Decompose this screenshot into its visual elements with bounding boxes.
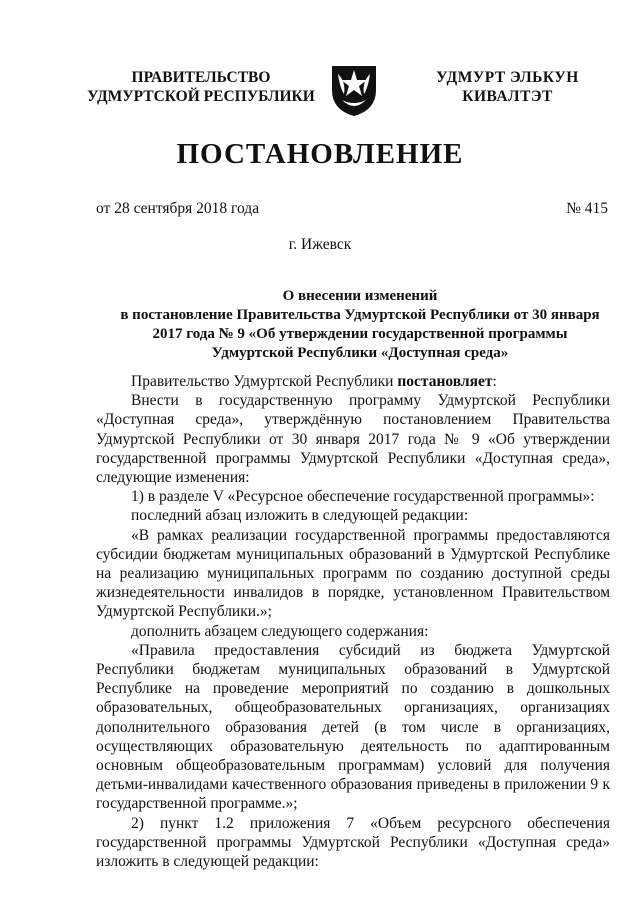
document-city: г. Ижевск (288, 236, 352, 253)
document-body (96, 372, 610, 871)
header-right-line1: УДМУРТ ЭЛЬКУН (436, 69, 579, 86)
government-name-russian (86, 68, 316, 106)
header-left-line1: ПРАВИТЕЛЬСТВО (131, 69, 271, 86)
document-date: от 28 сентября 2018 года (96, 200, 260, 217)
document-number: № 415 (566, 200, 608, 217)
document-title: ПОСТАНОВЛЕНИЕ (176, 138, 464, 170)
paragraph-amend-program: Внести в государственную программу Удмуртской Республики «Доступная среда», утверждённую постановлением Правительства Удмуртской Республики от 30 января 2017 года № 9 «Об утверждении государственной программы Удмуртской Республики «Доступная среда», следующие изменения: (96, 392, 610, 487)
udmurt-coat-of-arms-icon (328, 60, 380, 118)
resolution-colon: : (492, 373, 497, 390)
paragraph-quote-rules: «Правила предоставления субсидий из бюджета Удмуртской Республики бюджетам муниципальных образований в Удмуртской Республике на проведение мероприятий по созданию в дошкольных образовательных, общеобразовательных организациях, организациях дополнительного образования детей (в том числе в организациях, осуществляющих образовательную деятельность по адаптированным основным общеобразовательным программам) условий для получения детьми-инвалидами качественного образования приведены в приложении 9 к государственной программе.»; (96, 641, 610, 813)
resolution-text: Правительство Удмуртской Республики (131, 373, 398, 390)
subject-line4: Удмуртской Республики «Доступная среда» (211, 345, 509, 361)
paragraph-item-1: 1) в разделе V «Ресурсное обеспечение государственной программы»: (131, 488, 595, 506)
header-left-line2: УДМУРТСКОЙ РЕСПУБЛИКИ (87, 88, 315, 105)
paragraph-resolution (96, 372, 610, 391)
subject-line3: 2017 года № 9 «Об утверждении государственной программы (152, 326, 568, 342)
header-right-line2: КИВАЛТЭТ (462, 88, 553, 105)
subject-line1: О внесении изменений (282, 288, 438, 304)
paragraph-add-abzac: дополнить абзацем следующего содержания: (131, 622, 429, 640)
paragraph-last-abzac: последний абзац изложить в следующей редакции: (131, 507, 469, 525)
resolution-keyword: постановляет (397, 373, 493, 390)
government-name-udmurt (420, 68, 595, 106)
document-subject (96, 287, 624, 363)
paragraph-item-2: 2) пункт 1.2 приложения 7 «Объем ресурсного обеспечения государственной программы Удмуртской Республики «Доступная среда» изложить в следующей редакции: (96, 814, 610, 871)
paragraph-quote-subsidies: «В рамках реализации государственной программы предоставляются субсидии бюджетам муниципальных образований в Удмуртской Республике на реализацию муниципальных программ по созданию доступной среды жизнедеятельности инвалидов в порядке, установленном Правительством Удмуртской Республики.»; (96, 526, 610, 621)
subject-line2: в постановление Правительства Удмуртской Республики от 30 января (120, 307, 600, 323)
